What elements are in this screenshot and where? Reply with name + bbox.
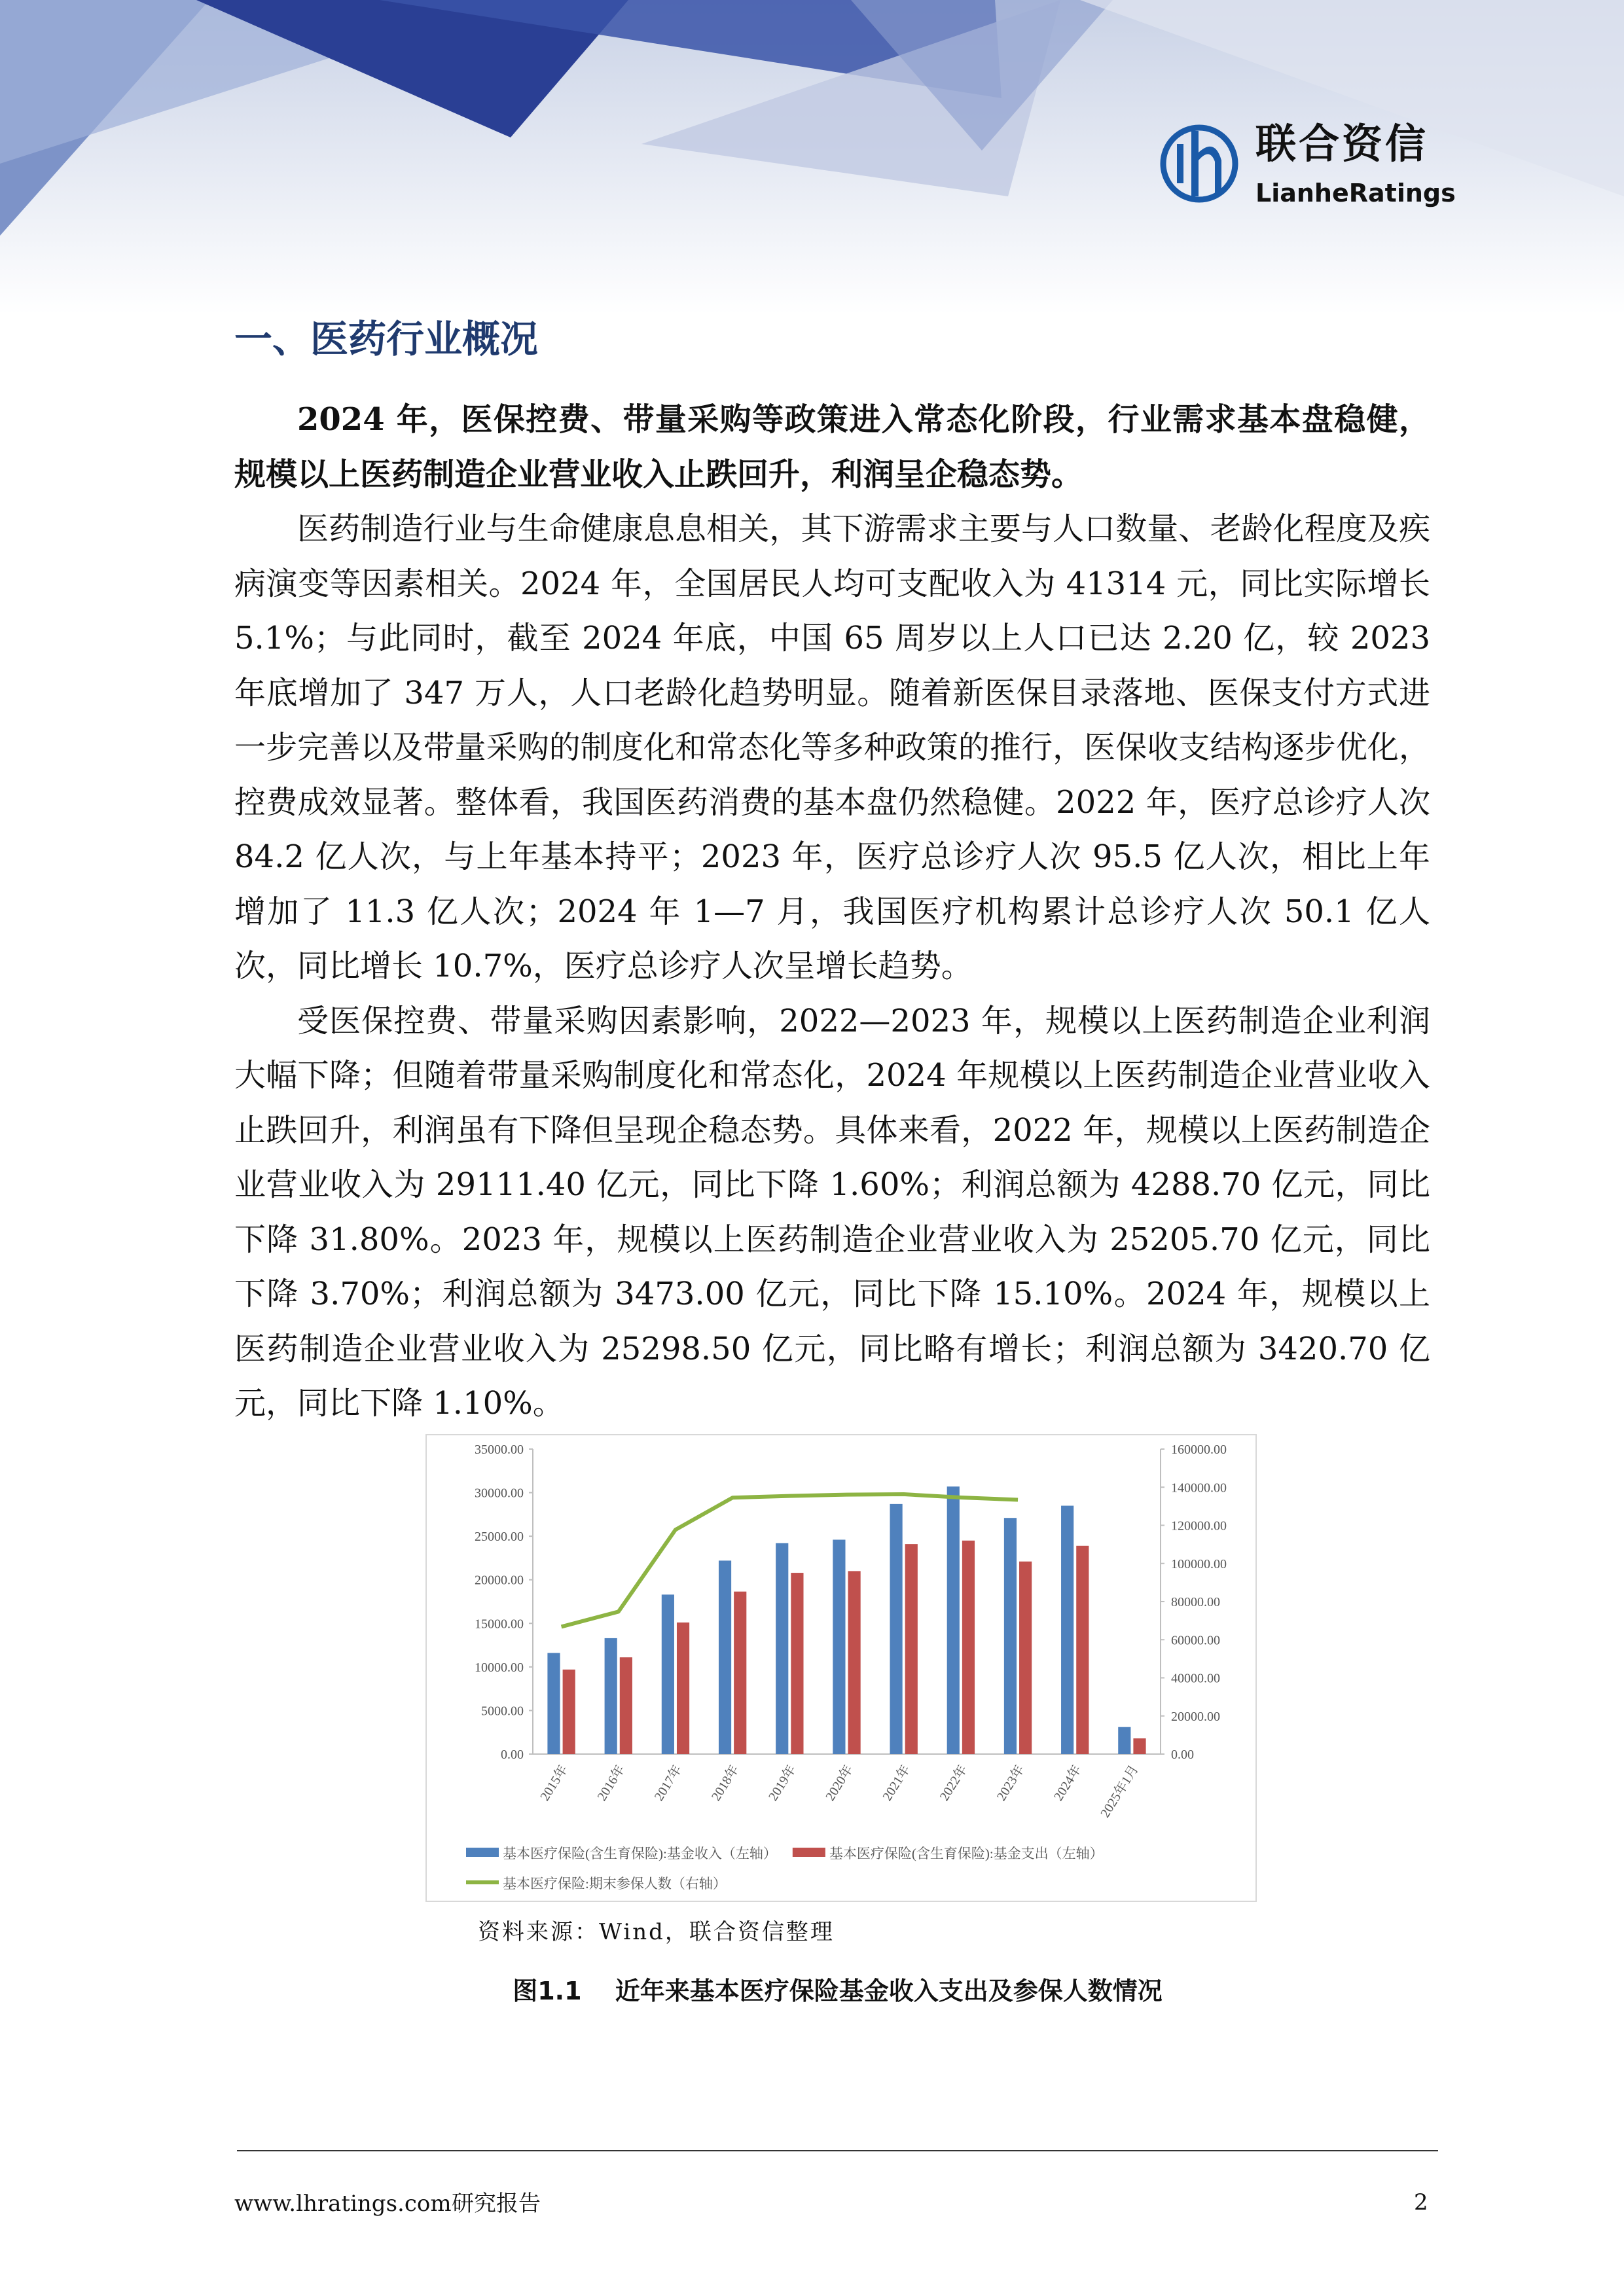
income-bar [662, 1594, 674, 1754]
legend-label: 基本医疗保险(含生育保险):基金支出（左轴） [829, 1845, 1104, 1861]
section-title: 一、医药行业概况 [234, 317, 539, 361]
x-tick-label: 2020年 [823, 1762, 856, 1804]
expense-bar [791, 1573, 803, 1754]
x-tick-label: 2024年 [1051, 1762, 1085, 1804]
left-tick-label: 10000.00 [475, 1660, 524, 1675]
income-bar [547, 1653, 560, 1753]
income-bar [947, 1486, 960, 1754]
footer-url-link[interactable]: www.lhratings.com [234, 2191, 452, 2217]
expense-bar [563, 1669, 575, 1753]
expense-bar [1076, 1545, 1089, 1753]
left-tick-label: 15000.00 [475, 1616, 524, 1631]
body-content [234, 393, 1430, 2007]
body-paragraph-revenue: 受医保控费、带量采购因素影响，2022—2023 年，规模以上医药制造企业利润大幅下降；但随着带量采购制度化和常态化，2024 年规模以上医药制造企业营业收入止跌回升，利润虽有下降但呈现企稳态势。具体来看，2022 年，规模以上医药制造企业营业收入为 29111.40 亿元，同比下降 1.60%；利润总额为 4288.70 亿元，同比下降 31.80%。2023 年，规模以上医药制造企业营业收入为 25205.70 亿元，同比下降 3.70%；利润总额为 3473.00 亿元，同比下降 15.10%。2024 年，规模以上医药制造企业营业收入为 25298.50 亿元，同比略有增长；利润总额为 3420.70 亿元，同比下降 1.10%。 [234, 1002, 1430, 1422]
left-tick-label: 5000.00 [481, 1703, 524, 1718]
medical-insurance-chart [425, 1434, 1257, 1902]
right-tick-label: 20000.00 [1171, 1709, 1220, 1724]
expense-bar [905, 1544, 918, 1754]
right-tick-label: 80000.00 [1171, 1594, 1220, 1609]
income-bar [719, 1560, 731, 1754]
legend-label: 基本医疗保险(含生育保险):基金收入（左轴） [503, 1845, 777, 1861]
x-tick-label: 2023年 [994, 1762, 1028, 1804]
x-tick-label: 2017年 [651, 1762, 685, 1804]
logo-text-cn: 联合资信 [1255, 120, 1429, 168]
legend-swatch-expense [793, 1848, 825, 1857]
left-tick-label: 35000.00 [475, 1442, 524, 1457]
income-bar [776, 1543, 788, 1753]
source-note: 资料来源：Wind，联合资信整理 [478, 1918, 835, 1945]
right-tick-label: 140000.00 [1171, 1480, 1227, 1495]
expense-bar [677, 1622, 689, 1753]
right-tick-label: 0.00 [1171, 1747, 1194, 1762]
expense-bar [848, 1571, 861, 1754]
right-tick-label: 120000.00 [1171, 1518, 1227, 1533]
left-tick-label: 20000.00 [475, 1573, 524, 1588]
summary-paragraph: 2024 年，医保控费、带量采购等政策进入常态化阶段，行业需求基本盘稳健，规模以上医药制造企业营业收入止跌回升，利润呈企稳态势。 [234, 401, 1430, 493]
income-bar [890, 1503, 903, 1753]
x-tick-label: 2019年 [766, 1762, 799, 1804]
x-tick-label: 2015年 [537, 1762, 571, 1804]
right-tick-label: 60000.00 [1171, 1632, 1220, 1647]
right-tick-label: 40000.00 [1171, 1671, 1220, 1685]
footer-doc-type: 研究报告 [452, 2191, 541, 2217]
lh-circle-logo-icon [1159, 121, 1244, 206]
right-tick-label: 160000.00 [1171, 1442, 1227, 1457]
x-tick-label: 2021年 [880, 1762, 913, 1804]
right-tick-label: 100000.00 [1171, 1556, 1227, 1571]
left-tick-label: 25000.00 [475, 1529, 524, 1544]
legend-item [466, 1846, 777, 1861]
page-number: 2 [1414, 2189, 1428, 2215]
x-tick-label: 2018年 [708, 1762, 742, 1804]
income-bar [1004, 1518, 1017, 1754]
expense-bar [1133, 1738, 1146, 1754]
expense-bar [734, 1591, 746, 1753]
x-tick-label: 2022年 [937, 1762, 971, 1804]
income-bar [833, 1539, 845, 1754]
left-tick-label: 0.00 [501, 1747, 524, 1762]
lianhe-ratings-logo [1159, 121, 1460, 219]
x-tick-label: 2016年 [594, 1762, 628, 1804]
legend-item [466, 1876, 727, 1892]
income-bar [605, 1638, 617, 1753]
expense-bar [1019, 1561, 1032, 1753]
left-tick-label: 30000.00 [475, 1486, 524, 1501]
footer-divider [237, 2150, 1438, 2151]
body-paragraph-demand: 医药制造行业与生命健康息息相关，其下游需求主要与人口数量、老龄化程度及疾病演变等因素相关。2024 年，全国居民人均可支配收入为 41314 元，同比实际增长 5.1%；与此同时，截至 2024 年底，中国 65 周岁以上人口已达 2.20 亿，较 2023 年底增加了 347 万人，人口老龄化趋势明显。随着新医保目录落地、医保支付方式进一步完善以及带量采购的制度化和常态化等多种政策的推行，医保收支结构逐步优化，控费成效显著。整体看，我国医药消费的基本盘仍然稳健。2022 年，医疗总诊疗人次 84.2 亿人次，与上年基本持平；2023 年，医疗总诊疗人次 95.5 亿人次，相比上年增加了 11.3 亿人次；2024 年 1—7 月，我国医疗机构累计总诊疗人次 50.1 亿人次，同比增长 10.7%，医疗总诊疗人次呈增长趋势。 [234, 511, 1430, 984]
legend-item [793, 1846, 1104, 1861]
expense-bar [620, 1657, 632, 1754]
figure-caption: 图1.1 近年来基本医疗保险基金收入支出及参保人数情况 [513, 1976, 1163, 2005]
legend-swatch-income [466, 1848, 499, 1857]
x-tick-label: 2025年1月 [1098, 1762, 1142, 1820]
income-bar [1061, 1505, 1074, 1753]
logo-text-en: LianheRatings [1255, 179, 1456, 207]
chart-svg [427, 1435, 1255, 1901]
legend-label: 基本医疗保险:期末参保人数（右轴） [503, 1875, 727, 1892]
income-bar [1118, 1727, 1130, 1753]
expense-bar [962, 1540, 975, 1753]
